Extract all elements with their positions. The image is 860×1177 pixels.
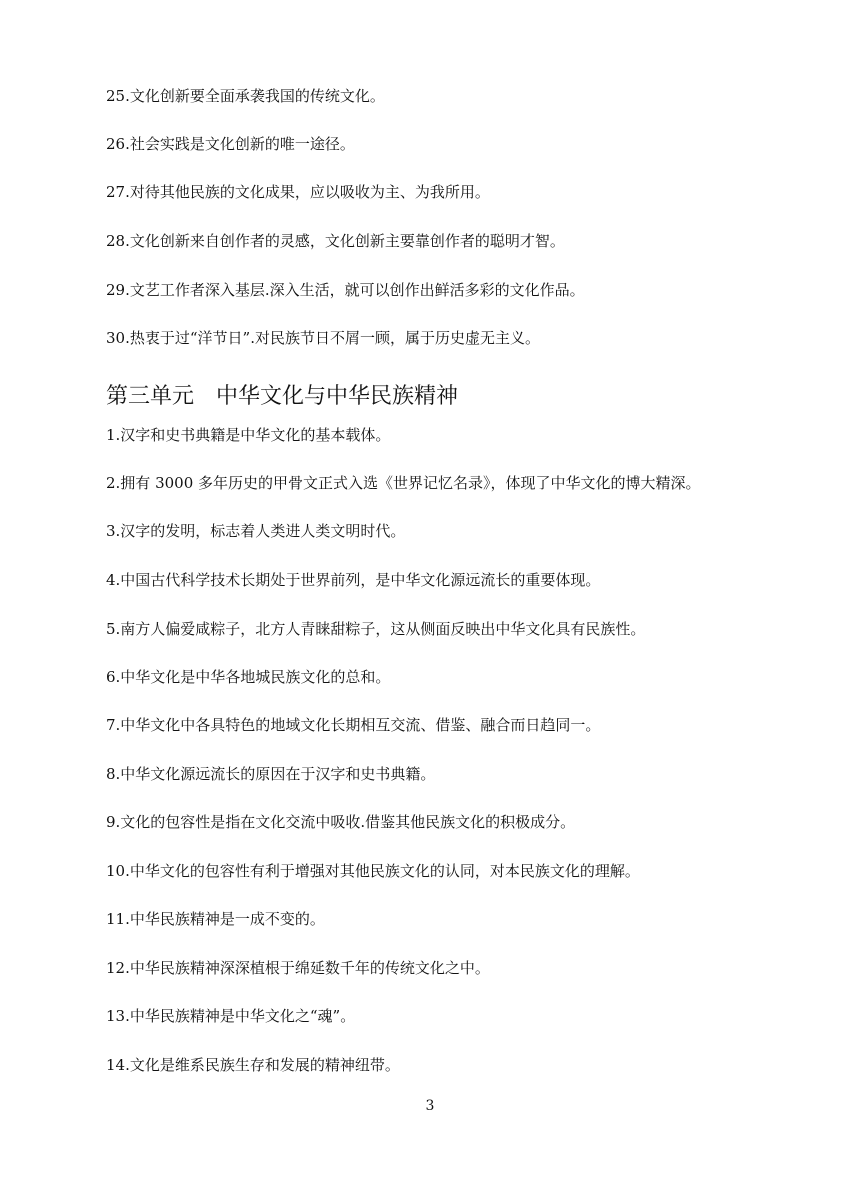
statement-27: 27.对待其他民族的文化成果，应以吸收为主、为我所用。	[106, 183, 490, 201]
statement-3: 3.汉字的发明，标志着人类进人类文明时代。	[106, 522, 406, 540]
statement-29: 29.文艺工作者深入基层.深入生活，就可以创作出鲜活多彩的文化作品。	[106, 281, 585, 299]
unit-heading: 第三单元 中华文化与中华民族精神	[106, 384, 459, 409]
statement-13: 13.中华民族精神是中华文化之“魂”。	[106, 1007, 356, 1025]
statement-28: 28.文化创新来自创作者的灵感，文化创新主要靠创作者的聪明才智。	[106, 232, 565, 250]
statement-12: 12.中华民族精神深深植根于绵延数千年的传统文化之中。	[106, 959, 490, 977]
statement-8: 8.中华文化源远流长的原因在于汉字和史书典籍。	[106, 765, 436, 783]
statement-4: 4.中国古代科学技术长期处于世界前列，是中华文化源远流长的重要体现。	[106, 571, 601, 589]
statement-5: 5.南方人偏爱咸粽子，北方人青睐甜粽子，这从侧面反映出中华文化具有民族性。	[106, 620, 646, 638]
statement-30: 30.热衷于过“洋节日”.对民族节日不屑一顾，属于历史虚无主义。	[106, 329, 540, 347]
statement-10: 10.中华文化的包容性有利于增强对其他民族文化的认同，对本民族文化的理解。	[106, 862, 640, 880]
statement-9: 9.文化的包容性是指在文化交流中吸收.借鉴其他民族文化的积极成分。	[106, 813, 576, 831]
statement-2: 2.拥有 3000 多年历史的甲骨文正式入选《世界记忆名录》，体现了中华文化的博大精深。	[106, 474, 701, 492]
statement-25: 25.文化创新要全面承袭我国的传统文化。	[106, 87, 385, 105]
statement-6: 6.中华文化是中华各地城民族文化的总和。	[106, 668, 391, 686]
statement-1: 1.汉字和史书典籍是中华文化的基本载体。	[106, 426, 391, 444]
statement-7: 7.中华文化中各具特色的地域文化长期相互交流、借鉴、融合而日趋同一。	[106, 716, 601, 734]
page-number: 3	[425, 1098, 435, 1114]
statement-11: 11.中华民族精神是一成不变的。	[106, 910, 325, 928]
statement-14: 14.文化是维系民族生存和发展的精神纽带。	[106, 1056, 400, 1074]
statement-26: 26.社会实践是文化创新的唯一途径。	[106, 135, 355, 153]
